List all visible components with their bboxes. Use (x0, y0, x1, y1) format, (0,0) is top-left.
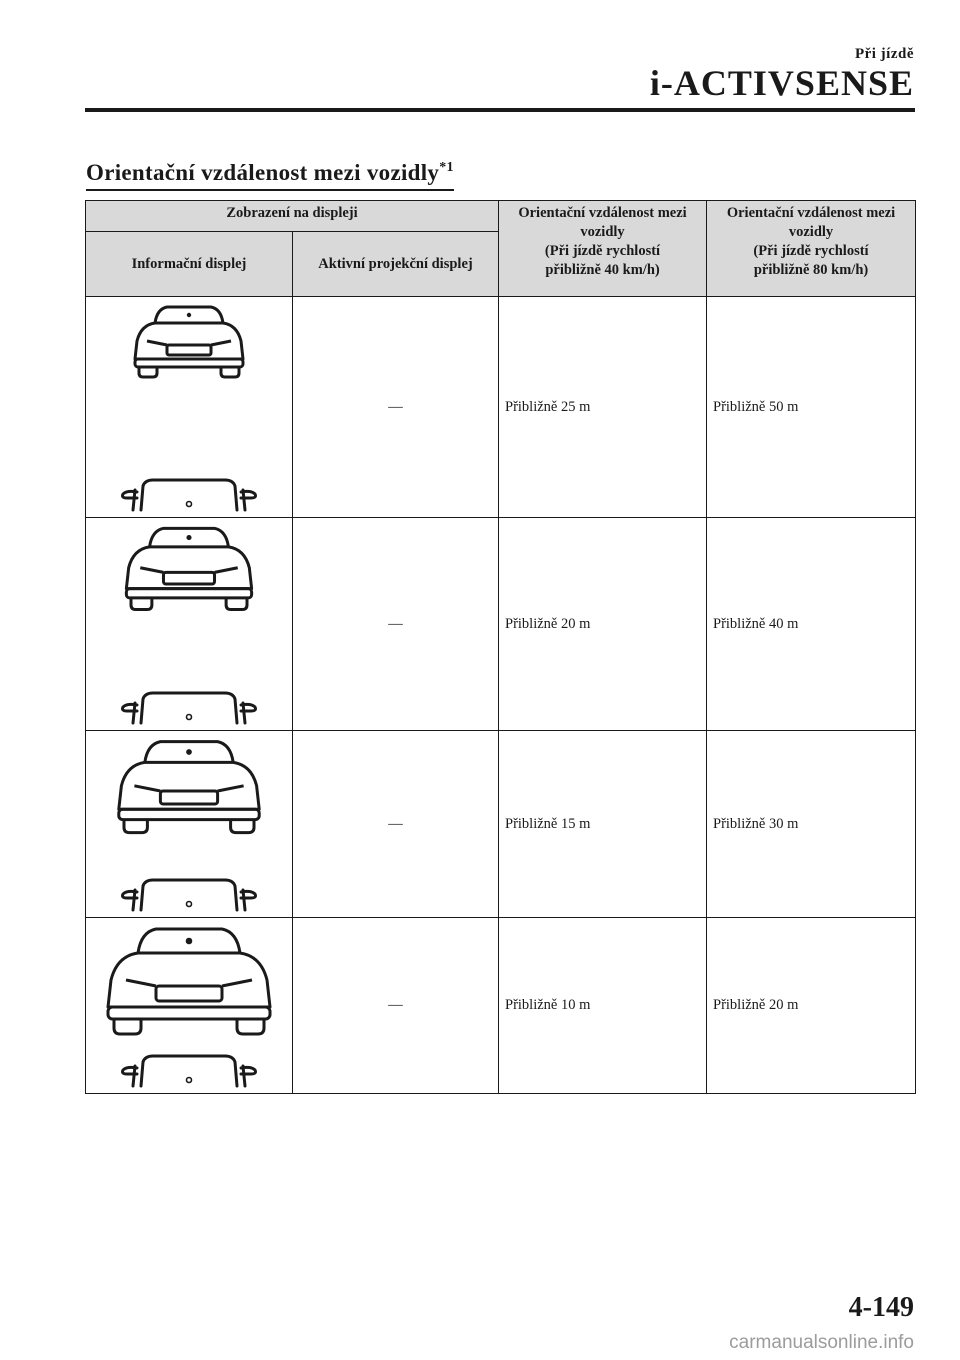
distance-40-cell: Přibližně 10 m (499, 918, 707, 1094)
car-following-distance-near-icon (89, 731, 289, 912)
distance-80-cell: Přibližně 40 m (707, 518, 916, 731)
table-row (86, 918, 916, 1094)
header-line: Orientační vzdálenost mezi (518, 205, 687, 221)
table-row (86, 518, 916, 731)
info-display-cell (86, 918, 293, 1094)
car-following-distance-far-icon (89, 297, 289, 512)
page-title (86, 160, 454, 191)
page-title-text: Orientační vzdálenost mezi vozidly (86, 160, 440, 185)
header-line: (Při jízdě rychlostí (544, 243, 661, 259)
header-line: Orientační vzdálenost mezi (726, 205, 896, 221)
distance-80-cell: Přibližně 30 m (707, 731, 916, 918)
header-divider (85, 108, 915, 112)
header-line: (Při jízdě rychlostí (753, 243, 869, 259)
distance-40-cell: Přibližně 20 m (499, 518, 707, 731)
projection-display-cell: — (293, 297, 499, 518)
projection-display-header: Aktivní projekční displej (293, 232, 499, 297)
chapter-title: Při jízdě (854, 46, 914, 62)
projection-display-cell: — (293, 518, 499, 731)
section-header: i-ACTIVSENSE (649, 63, 914, 103)
distance-table (85, 200, 916, 1094)
info-display-cell (86, 731, 293, 918)
distance-40-header (499, 201, 707, 297)
projection-display-cell: — (293, 731, 499, 918)
watermark: carmanualsonline.info (729, 1332, 914, 1353)
header-line: přibližně 40 km/h) (545, 262, 660, 278)
distance-40-cell: Přibližně 25 m (499, 297, 707, 518)
car-following-distance-medium-icon (89, 518, 289, 725)
distance-80-cell: Přibližně 50 m (707, 297, 916, 518)
header-line: přibližně 80 km/h) (753, 262, 869, 278)
distance-80-cell: Přibližně 20 m (707, 918, 916, 1094)
info-display-header: Informační displej (86, 232, 293, 297)
projection-display-cell: — (293, 918, 499, 1094)
distance-80-header (707, 201, 916, 297)
footnote-marker: *1 (439, 160, 454, 175)
page-number: 4-149 (848, 1292, 914, 1323)
table-row (86, 731, 916, 918)
table-row (86, 297, 916, 518)
display-group-header: Zobrazení na displeji (86, 201, 499, 232)
car-following-distance-closest-icon (89, 918, 289, 1088)
header-line: vozidly (788, 224, 834, 240)
distance-40-cell: Přibližně 15 m (499, 731, 707, 918)
header-line: vozidly (580, 224, 625, 240)
info-display-cell (86, 518, 293, 731)
info-display-cell (86, 297, 293, 518)
